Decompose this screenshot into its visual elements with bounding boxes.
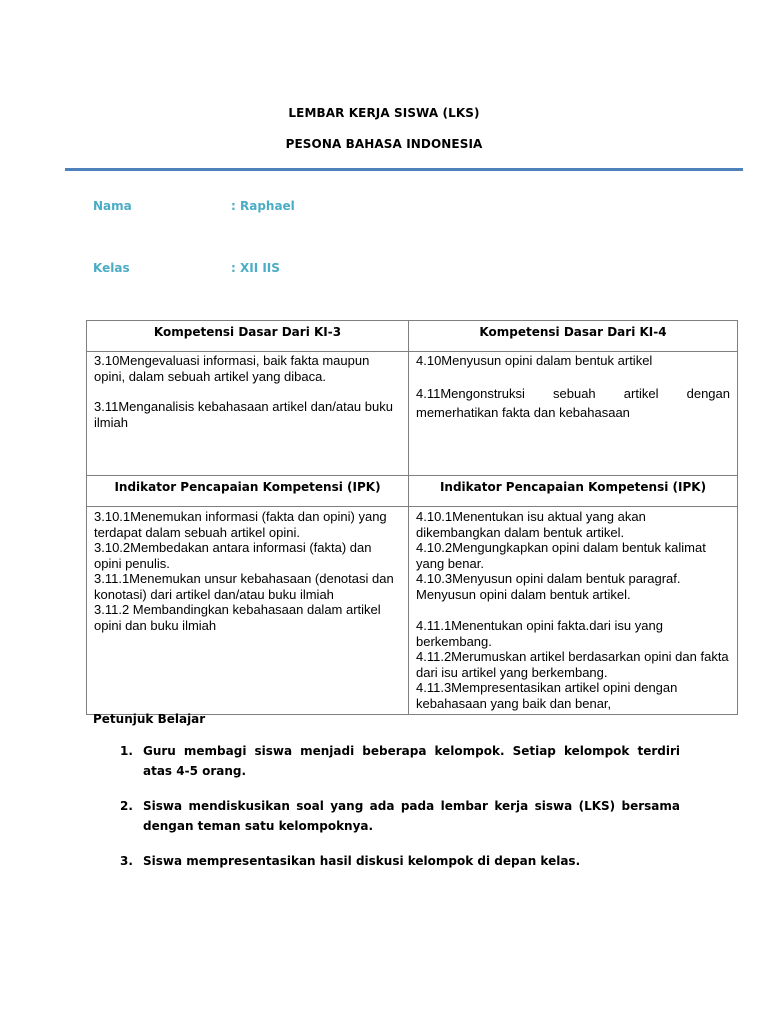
step-text: Siswa mempresentasikan hasil diskusi kelompok di depan kelas.: [143, 854, 581, 868]
ipk-right-header: Indikator Pencapaian Kompetensi (IPK): [409, 476, 738, 507]
list-item: [120, 796, 680, 836]
step-text: Siswa mendiskusikan soal yang ada pada lembar kerja siswa (LKS) bersama dengan teman satu kelompoknya.: [143, 799, 680, 833]
ipk-left-item: 3.11.1Menemukan unsur kebahasaan (denotasi dan konotasi) dari artikel dan/atau buku ilmiah: [94, 571, 394, 602]
header-divider: [65, 168, 743, 171]
nama-value: : Raphael: [231, 199, 295, 213]
list-item: [120, 741, 680, 781]
document-title: LEMBAR KERJA SISWA (LKS): [288, 106, 480, 120]
document-subtitle: PESONA BAHASA INDONESIA: [285, 137, 483, 151]
kd-ki3-cell: [87, 352, 409, 476]
kelas-field: [93, 261, 280, 275]
list-item: [120, 851, 680, 871]
ipk-right-item: 4.10.3Menyusun opini dalam bentuk paragraf. Menyusun opini dalam bentuk artikel.: [416, 571, 681, 602]
ipk-left-cell: [87, 507, 409, 715]
competency-table: [86, 320, 738, 715]
nama-field: [93, 199, 295, 213]
ipk-right-item: 4.11.1Menentukan opini fakta.dari isu yang berkembang.: [416, 618, 663, 649]
kd-ki4-item: 4.11Mengonstruksi sebuah artikel dengan memerhatikan fakta dan kebahasaan: [416, 385, 730, 420]
step-number: 1.: [120, 744, 133, 758]
ipk-left-header: Indikator Pencapaian Kompetensi (IPK): [87, 476, 409, 507]
ipk-right-cell: [409, 507, 738, 715]
petunjuk-steps: [120, 741, 680, 886]
ipk-right-item: 4.11.2Merumuskan artikel berdasarkan opini dan fakta dari isu artikel yang berkembang.: [416, 649, 729, 680]
kd-ki4-cell: [409, 352, 738, 476]
ipk-left-item: 3.10.2Membedakan antara informasi (fakta) dan opini penulis.: [94, 540, 372, 571]
kelas-value: : XII IIS: [231, 261, 280, 275]
ipk-right-item: 4.11.3Mempresentasikan artikel opini dengan kebahasaan yang baik dan benar,: [416, 680, 678, 711]
ipk-left-item: 3.10.1Menemukan informasi (fakta dan opini) yang terdapat dalam sebuah artikel opini.: [94, 509, 387, 540]
kd-ki3-item: 3.10Mengevaluasi informasi, baik fakta maupun opini, dalam sebuah artikel yang dibaca.: [94, 353, 370, 384]
ipk-right-item: 4.10.2Mengungkapkan opini dalam bentuk kalimat yang benar.: [416, 540, 706, 571]
petunjuk-heading: Petunjuk Belajar: [93, 712, 206, 726]
step-number: 3.: [120, 854, 133, 868]
nama-label: Nama: [93, 199, 132, 213]
kd-ki3-header: Kompetensi Dasar Dari KI-3: [87, 321, 409, 352]
step-text: Guru membagi siswa menjadi beberapa kelompok. Setiap kelompok terdiri atas 4-5 orang.: [143, 744, 680, 778]
ipk-right-item: 4.10.1Menentukan isu aktual yang akan dikembangkan dalam bentuk artikel.: [416, 509, 646, 540]
ipk-left-item: 3.11.2 Membandingkan kebahasaan dalam artikel opini dan buku ilmiah: [94, 602, 381, 633]
step-number: 2.: [120, 799, 133, 813]
kelas-label: Kelas: [93, 261, 130, 275]
kd-ki4-item: 4.10Menyusun opini dalam bentuk artikel: [416, 353, 653, 368]
kd-ki3-item: 3.11Menganalisis kebahasaan artikel dan/atau buku ilmiah: [94, 399, 393, 430]
kd-ki4-header: Kompetensi Dasar Dari KI-4: [409, 321, 738, 352]
